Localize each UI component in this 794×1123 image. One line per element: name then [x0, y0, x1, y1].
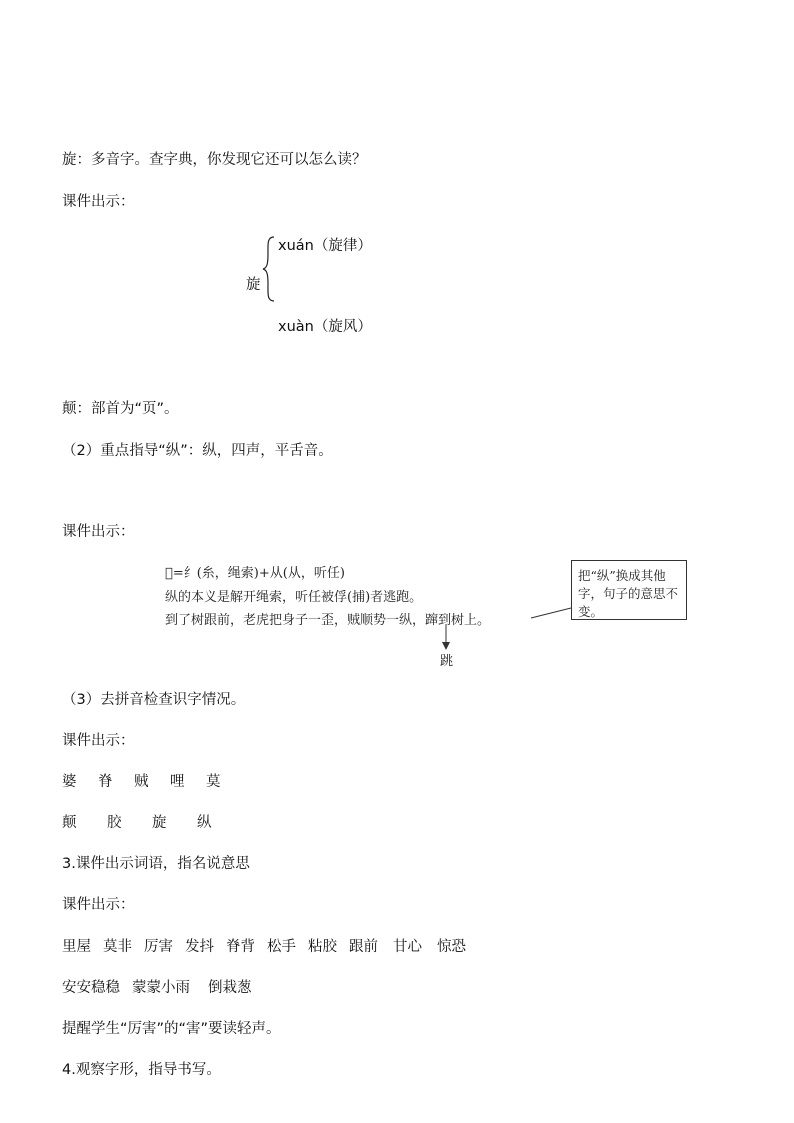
word-item: 甘心 [393, 939, 422, 955]
word-item: 蒙蒙小雨 [132, 980, 190, 996]
seal-script-zong: 𦀰 [165, 566, 173, 581]
word-item: 惊恐 [437, 939, 466, 955]
character-item: 胶 [107, 815, 122, 831]
reading-xuan2: xuán（旋律） [278, 238, 372, 254]
word-item: 莫非 [103, 939, 132, 955]
arrow-label-tiao: 跳 [440, 654, 454, 669]
word-item: 安安稳稳 [62, 980, 120, 996]
zong-meaning: 纵的本义是解开绳索，听任被俘(捕)者逃跑。 [165, 590, 423, 605]
character-item: 贼 [134, 774, 149, 790]
zong-explanation-figure [165, 560, 695, 670]
character-item: 婆 [62, 774, 77, 790]
character-row-1 [62, 770, 242, 791]
brace-character: 旋 [246, 277, 261, 293]
paragraph-xuan-polyphone: 旋：多音字。查字典，你发现它还可以怎么读？ [62, 152, 367, 168]
character-item: 颠 [62, 815, 77, 831]
word-item: 里屋 [62, 939, 91, 955]
courseware-label: 课件出示： [62, 733, 135, 749]
zong-example-sentence: 到了树跟前，老虎把身子一歪，贼顺势一纵，蹿到树上。 [165, 613, 491, 628]
word-row-2 [62, 976, 268, 997]
paragraph-words-meaning: 3.课件出示词语，指名说意思 [62, 856, 250, 872]
word-item: 倒栽葱 [208, 980, 252, 996]
word-item: 粘胶 [308, 939, 337, 955]
word-item: 松手 [267, 939, 296, 955]
paragraph-dian-radical: 颠：部首为“页”。 [62, 401, 179, 417]
word-item: 跟前 [349, 939, 378, 955]
paragraph-writing-guidance: 4.观察字形，指导书写。 [62, 1062, 221, 1078]
character-item: 哩 [170, 774, 185, 790]
pronunciation-brace [244, 234, 464, 338]
note-box: 把“纵”换成其他字，句子的意思不变。 [571, 560, 687, 620]
character-item: 莫 [206, 774, 221, 790]
word-row-1 [62, 935, 478, 956]
word-item: 发抖 [185, 939, 214, 955]
curly-brace-icon [262, 236, 276, 302]
character-item: 纵 [197, 815, 212, 831]
character-item: 脊 [98, 774, 113, 790]
reading-xuan4: xuàn（旋风） [278, 319, 372, 335]
character-row-2 [62, 811, 242, 832]
paragraph-check-literacy: （3）去拼音检查识字情况。 [62, 692, 246, 708]
paragraph-zong-guidance: （2）重点指导“纵”：纵，四声，平舌音。 [62, 443, 333, 459]
word-item: 厉害 [144, 939, 173, 955]
zong-formula: 𦀰=纟(糸，绳索)+从(从，听任) [165, 566, 345, 581]
courseware-label: 课件出示： [62, 897, 135, 913]
courseware-label: 课件出示： [62, 194, 135, 210]
courseware-label: 课件出示： [62, 524, 135, 540]
paragraph-neutral-tone: 提醒学生“厉害”的“害”要读轻声。 [62, 1021, 281, 1037]
word-item: 脊背 [226, 939, 255, 955]
character-item: 旋 [152, 815, 167, 831]
